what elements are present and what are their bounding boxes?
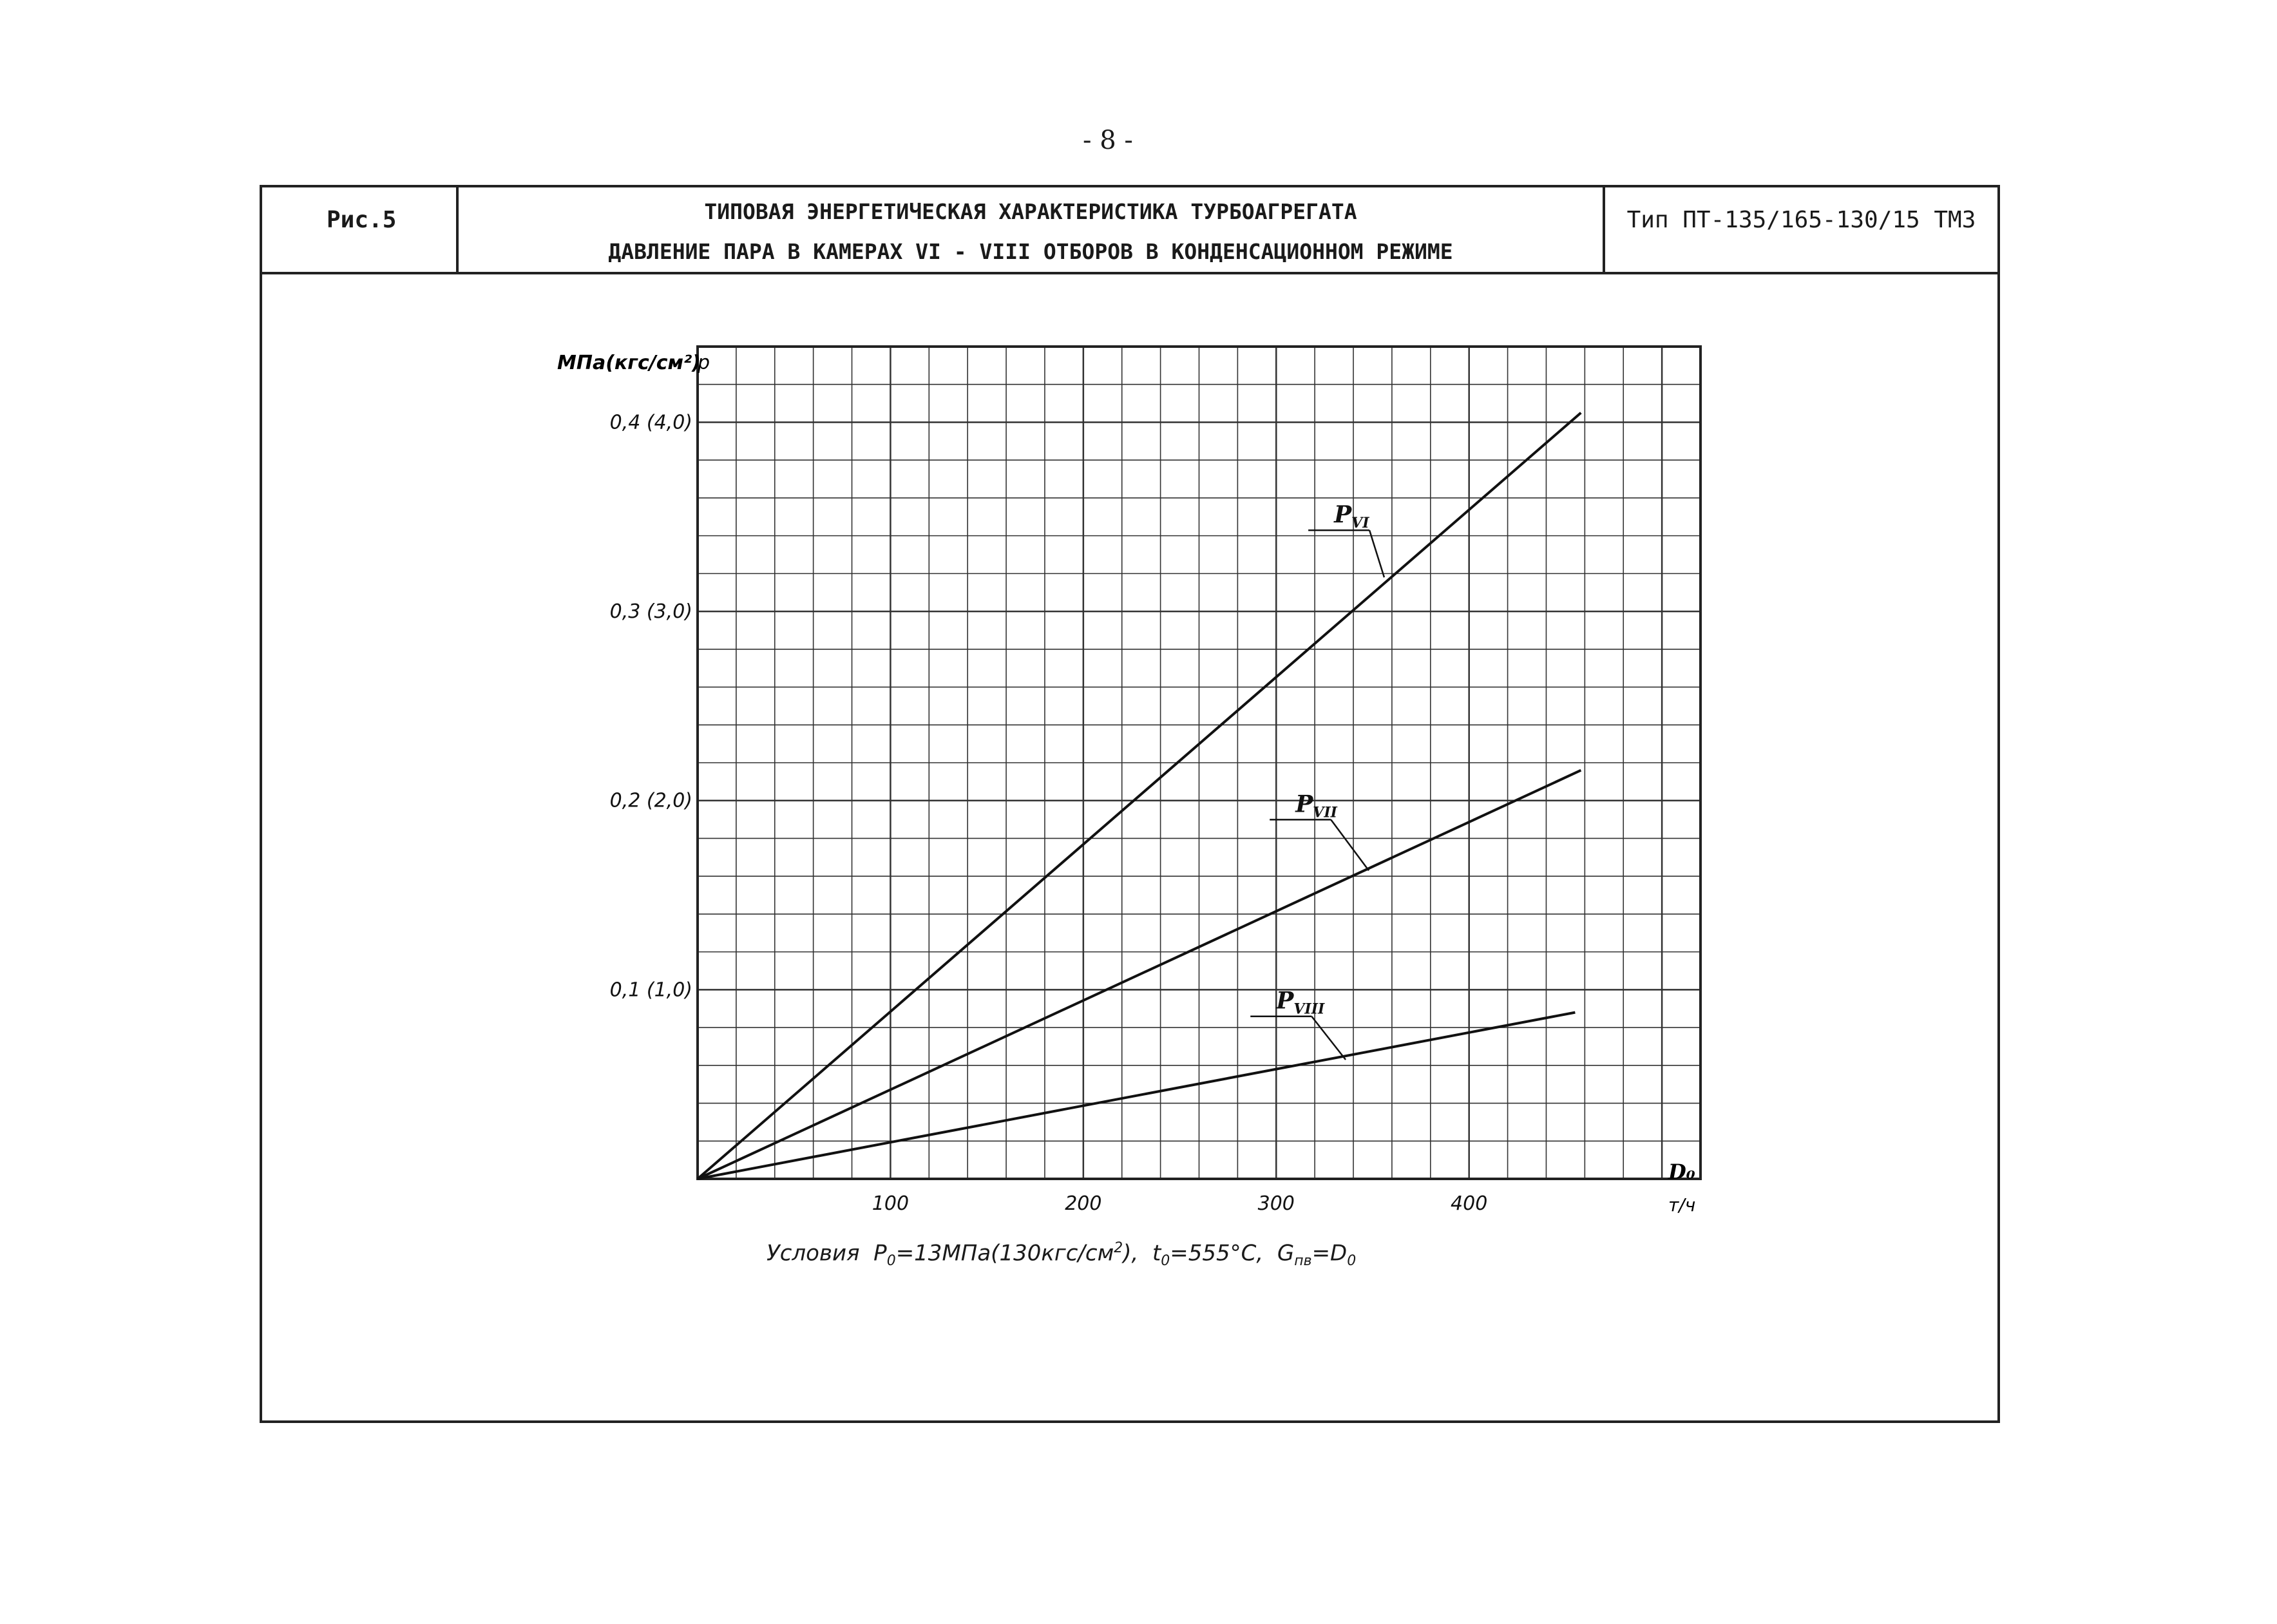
chart-grid xyxy=(698,347,1701,1179)
series-leader-line xyxy=(1369,530,1384,577)
x-tick-label: 200 xyxy=(1065,1192,1102,1215)
y-axis-label: p xyxy=(698,352,710,374)
series-label-pviii: $P_{VIII}$ xyxy=(1276,987,1325,1018)
x-axis-unit: т/ч xyxy=(1668,1194,1696,1216)
figure-label: Рис.5 xyxy=(327,207,397,233)
t0-subscript: 0 xyxy=(1161,1253,1170,1270)
series-leader-line xyxy=(1331,819,1369,870)
g-equals: =D xyxy=(1311,1240,1348,1266)
y-tick-label: 0,4 (4,0) xyxy=(609,411,692,434)
y-axis-unit: МПа(кгс/см²) xyxy=(557,352,701,374)
page-number: - 8 - xyxy=(1083,126,1133,155)
p0-symbol: P xyxy=(873,1240,887,1266)
p0-close: ), xyxy=(1123,1240,1139,1266)
series-leader-line xyxy=(1311,1017,1346,1060)
conditions-prefix: Условия xyxy=(767,1240,860,1266)
series-label-pvi: $P_{VI}$ xyxy=(1334,501,1369,532)
y-tick-label: 0,3 (3,0) xyxy=(609,600,692,624)
turbine-type-label: Тип ПТ-135/165-130/15 ТМЗ xyxy=(1626,207,1976,233)
title-line-2: ДАВЛЕНИЕ ПАРА В КАМЕРАХ VI - VIII ОТБОРОВ В КОНДЕНСАЦИОННОМ РЕЖИМЕ xyxy=(608,239,1453,264)
series-label-pvii: $P_{VII}$ xyxy=(1295,790,1337,821)
g-equals-subscript: 0 xyxy=(1347,1253,1357,1270)
title-line-1: ТИПОВАЯ ЭНЕРГЕТИЧЕСКАЯ ХАРАКТЕРИСТИКА ТУРБОАГРЕГАТА xyxy=(704,199,1357,224)
y-tick-label: 0,1 (1,0) xyxy=(609,979,692,1002)
x-tick-label: 300 xyxy=(1257,1192,1295,1215)
series-line-pvi xyxy=(698,413,1581,1179)
p0-superscript: 2 xyxy=(1114,1240,1123,1256)
x-tick-label: 100 xyxy=(872,1192,910,1215)
g-subscript: пв xyxy=(1294,1253,1312,1270)
y-tick-label: 0,2 (2,0) xyxy=(609,789,692,812)
series-line-pviii xyxy=(698,1013,1575,1179)
g-symbol: G xyxy=(1277,1240,1295,1266)
series-line-pvii xyxy=(698,770,1581,1179)
t0-symbol: t xyxy=(1152,1240,1161,1266)
operating-conditions xyxy=(767,1240,1356,1269)
x-tick-label: 400 xyxy=(1451,1192,1488,1215)
t0-value: =555°С, xyxy=(1170,1240,1264,1266)
p0-value: =13МПа(130кгс/см xyxy=(895,1240,1114,1266)
x-axis-label: D₀ xyxy=(1668,1160,1695,1184)
chart-ticks xyxy=(610,411,1488,1215)
p0-subscript: 0 xyxy=(886,1253,896,1270)
chart-series xyxy=(698,413,1581,1179)
